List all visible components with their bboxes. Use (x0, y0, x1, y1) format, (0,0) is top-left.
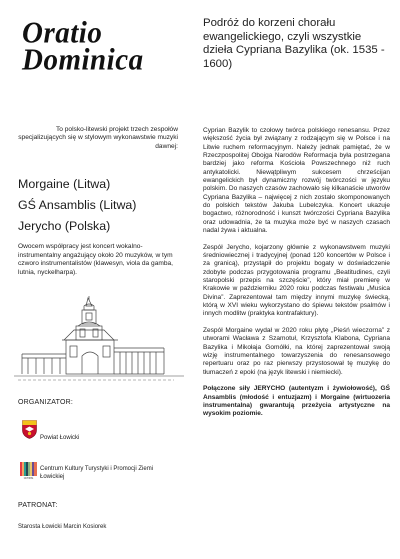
paragraph-bazylik: Cyprian Bazylik to czołowy twórca polskiego renesansu. Przez większość życia był związany z rodzającym się w Polsce i na Litwie ruchem reformacyjnym. Należy jednak pamiętać, że w Rzeczpospolitej Obojga Narodów Reformacja była postrzegana bardziej jako reforma Kościoła Powszechnego niż ruch antykatolicki. Niewątpliwym sukcesem chrześcijan ewangelickich był dynamiczny rozwój twórczości w języku polskim. Do naszych czasów zachowało się kilkanaście utworów Cypriana Bazylika – najwięcej z nich zostało skomponowanych do polskich tekstów Jakuba Lubelczyka. Koncert ukazuje bogactwo, różnorodność i kunszt twórczości Cypriana Bazylika oraz udowadnia, że ta muzyka może być w naszych czasach nadal żywa i aktualna. (203, 127, 390, 235)
logo-line-1: Oratio (22, 16, 103, 50)
headline: Podróż do korzeni chorału ewangelickiego, czyli wszystkie dzieła Cypriana Bazylika (ok. 1535 - 1600) (203, 17, 385, 70)
striped-logo-text: CKTiPZŁ (23, 477, 34, 480)
paragraph-morgaine: Zespół Morgaine wydał w 2020 roku płytę „Pieśń wieczorna” z utworami Wacława z Szamotuł, Krzysztofa Klabona, Cypriana Bazylika i Mikołaja Gomółki, na której zaprezentował swoją wizję instrumentalnego towarzyszenia do renesansowego repertuaru oraz po raz pierwszy przystosował tę muzykę do tłumaczeń z epoki (na język litewski i niemiecki). (203, 326, 390, 376)
ensemble-gs-ansamblis: GŚ Ansamblis (Litwa) (18, 198, 137, 212)
organizer-powiat-lowicki: Powiat Łowicki (40, 435, 80, 441)
logo-line-2: Dominica (22, 43, 144, 77)
ensemble-jerycho: Jerycho (Polska) (18, 219, 111, 233)
church-sketch-illustration (14, 296, 184, 388)
ensemble-list (18, 174, 183, 237)
ensemble-morgaine: Morgaine (Litwa) (18, 177, 111, 191)
intro-text: To polsko-litewski projekt trzech zespołów specjalizujących się w stylowym wykonawstwie muzyki dawnej: (18, 126, 178, 150)
cooperation-text: Owocem współpracy jest koncert wokalno-instrumentalny angażujący około 20 muzyków, w tym czworo instrumentalistów (klawesyn, viola da gamba, lutnia, nyckelharpa). (18, 243, 174, 276)
patron-label: PATRONAT: (18, 502, 58, 509)
coat-of-arms-icon (22, 420, 37, 439)
organizer-centrum-kultury: Centrum Kultury Turystyki i Promocji Ziemi Łowickiej (40, 466, 154, 480)
organizer-label: ORGANIZATOR: (18, 399, 74, 406)
description-column (203, 127, 390, 427)
patron-name: Starosta Łowicki Marcin Kosiorek (18, 524, 107, 530)
oratio-dominica-logo (22, 16, 172, 77)
paragraph-summary: Połączone siły JERYCHO (autentyzm i żywiołowość), GŚ Ansamblis (młodość i entuzjazm) i Morgaine (wirtuozeria instrumentalna) gwarantują przeżycia artystyczne na wysokim poziomie. (203, 385, 390, 418)
paragraph-jerycho: Zespół Jerycho, kojarzony głównie z wykonawstwem muzyki średniowiecznej i tradycyjnej (ponad 120 koncertów w Polsce i za granicą), przystąpił do projektu bogaty w doświadczenie zdobyte podczas przygotowania programu „Beatitudines, czyli staropolski przepis na szczęście”, który miał premierę w Krakowie w październiku 2020 roku podczas festiwalu „Musica Divina”. Zaprezentował tam między innymi muzykę świecką, którą w XVI wieku wykorzystano do śpiewu tekstów psalmów i innych modlitw (praktyka kontrafaktury). (203, 243, 390, 318)
